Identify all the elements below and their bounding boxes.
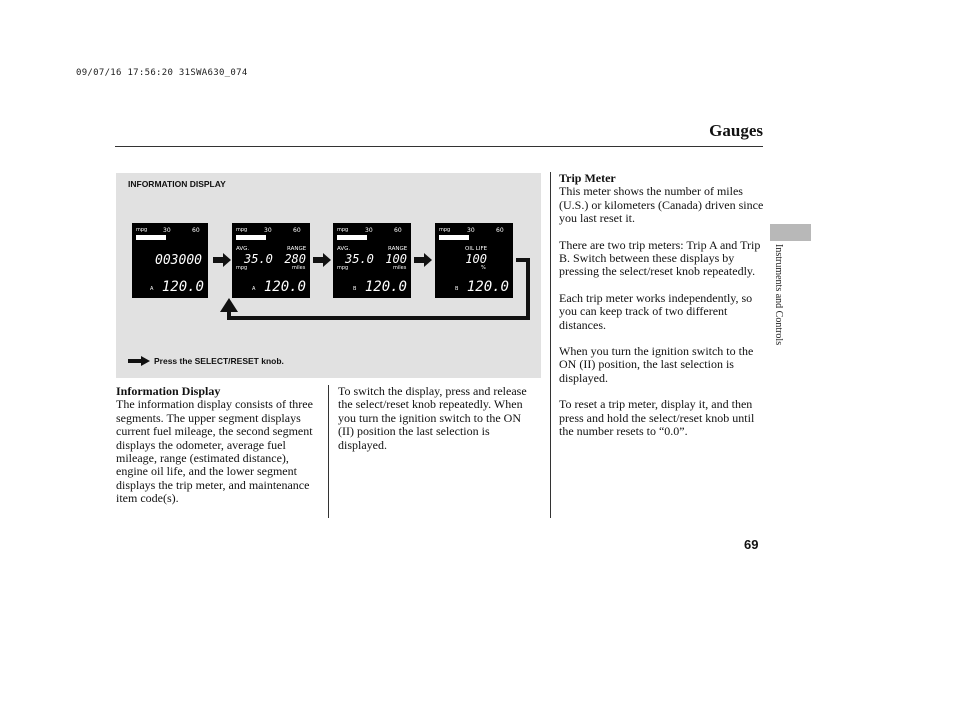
lcd-trip-value: 120.0 bbox=[466, 279, 509, 295]
lcd-unit-right: miles bbox=[292, 265, 306, 271]
column-divider bbox=[550, 172, 551, 518]
paragraph: To reset a trip meter, display it, and then press and hold the select/reset knob until the number resets to “0.0”. bbox=[559, 397, 755, 439]
figure-title: INFORMATION DISPLAY bbox=[128, 179, 226, 189]
page-number: 69 bbox=[744, 537, 759, 552]
lcd-value-right: 100 bbox=[385, 252, 407, 266]
lcd-seg-label-right: OIL LIFE bbox=[465, 246, 488, 252]
lcd-trip-label: A bbox=[252, 286, 256, 292]
column-heading: Information Display bbox=[116, 384, 221, 398]
lcd-seg-label-right: RANGE bbox=[388, 246, 408, 252]
section-tab-label: Instruments and Controls bbox=[773, 244, 784, 346]
lcd-unit-right: miles bbox=[393, 265, 407, 271]
lcd-value-right: 003000 bbox=[155, 253, 202, 268]
lcd-scale-60: 60 bbox=[293, 227, 301, 234]
lcd-value-left: 35.0 bbox=[244, 252, 273, 266]
lcd-seg-label-left: AVG. bbox=[236, 246, 250, 252]
next-arrow-icon bbox=[313, 253, 331, 267]
lcd-trip-label: B bbox=[353, 286, 357, 292]
section-tab bbox=[770, 224, 811, 241]
lcd-trip-label: B bbox=[455, 286, 459, 292]
legend-text: Press the SELECT/RESET knob. bbox=[154, 356, 284, 366]
lcd-trip-label: A bbox=[150, 286, 154, 292]
paragraph: Each trip meter works independently, so you can keep track of two different distances. bbox=[559, 290, 753, 332]
lcd-panel bbox=[232, 223, 310, 298]
lcd-scale-unit: mpg bbox=[337, 227, 349, 233]
lcd-scale-30: 30 bbox=[163, 227, 171, 234]
lcd-value-right: 280 bbox=[284, 252, 306, 266]
lcd-seg-label-right: RANGE bbox=[287, 246, 307, 252]
lcd-value-left: 35.0 bbox=[345, 252, 374, 266]
column-body: To switch the display, press and release the select/reset knob repeatedly. When you turn the ignition switch to the ON (II) position the last selection is displayed. bbox=[338, 384, 527, 452]
next-arrow-icon bbox=[414, 253, 432, 267]
lcd-scale-30: 30 bbox=[467, 227, 475, 234]
lcd-unit-left: mpg bbox=[236, 265, 248, 271]
title-rule bbox=[115, 146, 763, 147]
paragraph: There are two trip meters: Trip A and Trip B. Switch between these displays by pressing the select/reset knob repeatedly. bbox=[559, 237, 761, 279]
paragraph: When you turn the ignition switch to the ON (II) position, the last selection is displayed. bbox=[559, 344, 754, 385]
information-display-figure bbox=[116, 173, 541, 378]
lcd-scale-60: 60 bbox=[192, 227, 200, 234]
lcd-scale-30: 30 bbox=[365, 227, 373, 234]
lcd-value-right: 100 bbox=[465, 252, 487, 266]
press-arrow-icon bbox=[128, 356, 150, 366]
column-heading: Trip Meter bbox=[559, 171, 616, 185]
lcd-scale-30: 30 bbox=[264, 227, 272, 234]
lcd-seg-label-left: AVG. bbox=[337, 246, 351, 252]
lcd-trip-value: 120.0 bbox=[263, 279, 306, 295]
display-diagram bbox=[116, 173, 541, 378]
lcd-panel bbox=[132, 223, 208, 298]
lcd-scale-unit: mpg bbox=[439, 227, 451, 233]
figure-legend bbox=[128, 356, 284, 366]
next-arrow-icon bbox=[213, 253, 231, 267]
lcd-panel bbox=[333, 223, 411, 298]
information-display-column bbox=[116, 385, 321, 506]
section-title: Gauges bbox=[709, 121, 763, 140]
column-divider bbox=[328, 385, 329, 518]
lcd-trip-value: 120.0 bbox=[161, 279, 204, 295]
lcd-unit-right: % bbox=[481, 265, 486, 271]
switch-display-column bbox=[338, 385, 538, 452]
lcd-unit-left: mpg bbox=[337, 265, 349, 271]
lcd-scale-60: 60 bbox=[394, 227, 402, 234]
column-body: The information display consists of three segments. The upper segment displays current fuel mileage, the second segment displays the odometer, average fuel mileage, range (estimated distance), engine oil life, and the lower segment displays the trip meter, and maintenance item code(s). bbox=[116, 397, 313, 506]
paragraph: This meter shows the number of miles (U.S.) or kilometers (Canada) driven since you last reset it. bbox=[559, 184, 764, 226]
lcd-scale-unit: mpg bbox=[136, 227, 148, 233]
trip-meter-column bbox=[559, 172, 769, 439]
print-stamp: 09/07/16 17:56:20 31SWA630_074 bbox=[76, 68, 248, 78]
lcd-scale-unit: mpg bbox=[236, 227, 248, 233]
lcd-scale-60: 60 bbox=[496, 227, 504, 234]
lcd-trip-value: 120.0 bbox=[364, 279, 407, 295]
lcd-panel bbox=[435, 223, 513, 298]
